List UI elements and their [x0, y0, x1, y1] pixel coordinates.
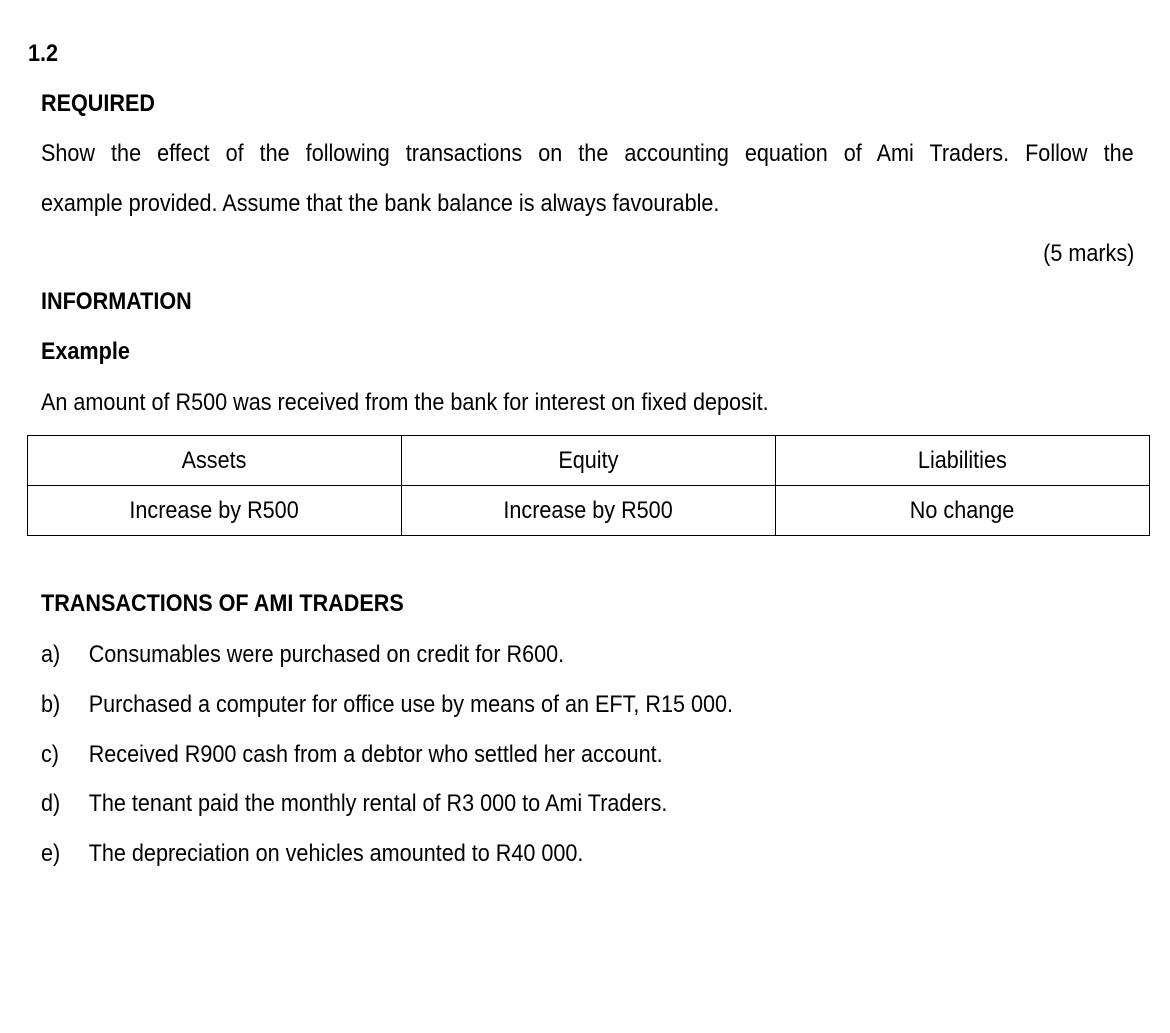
transaction-item [41, 840, 583, 868]
question-number: 1.2 [28, 40, 59, 67]
cell-liabilities: No change [776, 486, 1150, 536]
required-instruction-line1: Show the effect of the following transactions on the accounting equation of Ami Traders. Follow the [41, 140, 1134, 167]
transaction-letter: c) [41, 741, 59, 768]
cell-assets: Increase by R500 [28, 486, 402, 536]
transaction-letter: a) [41, 641, 61, 668]
header-assets: Assets [28, 436, 402, 486]
transaction-item [41, 691, 733, 719]
example-text: An amount of R500 was received from the bank for interest on fixed deposit. [41, 389, 769, 416]
transactions-heading: TRANSACTIONS OF AMI TRADERS [41, 590, 404, 617]
example-table [27, 435, 1150, 536]
cell-equity: Increase by R500 [402, 486, 776, 536]
example-heading: Example [41, 338, 130, 365]
transaction-text: Purchased a computer for office use by means of an EFT, R15 000. [88, 691, 734, 718]
required-instruction-line2: example provided. Assume that the bank balance is always favourable. [41, 190, 720, 217]
transaction-letter: e) [41, 840, 61, 867]
transaction-text: Received R900 cash from a debtor who settled her account. [88, 741, 663, 768]
example-table-row [28, 486, 1150, 536]
transaction-text: The tenant paid the monthly rental of R3 000 to Ami Traders. [88, 790, 668, 817]
transaction-item [41, 790, 667, 818]
transaction-text: The depreciation on vehicles amounted to R40 000. [88, 840, 584, 867]
marks-allocation: (5 marks) [1042, 240, 1134, 267]
information-heading: INFORMATION [41, 288, 192, 315]
transaction-text: Consumables were purchased on credit for R600. [88, 641, 565, 668]
transaction-item [41, 641, 564, 669]
header-liabilities: Liabilities [776, 436, 1150, 486]
transaction-letter: d) [41, 790, 61, 817]
transaction-item [41, 741, 663, 769]
header-equity: Equity [402, 436, 776, 486]
required-heading: REQUIRED [41, 90, 156, 117]
example-table-header-row [28, 436, 1150, 486]
transaction-letter: b) [41, 691, 61, 718]
